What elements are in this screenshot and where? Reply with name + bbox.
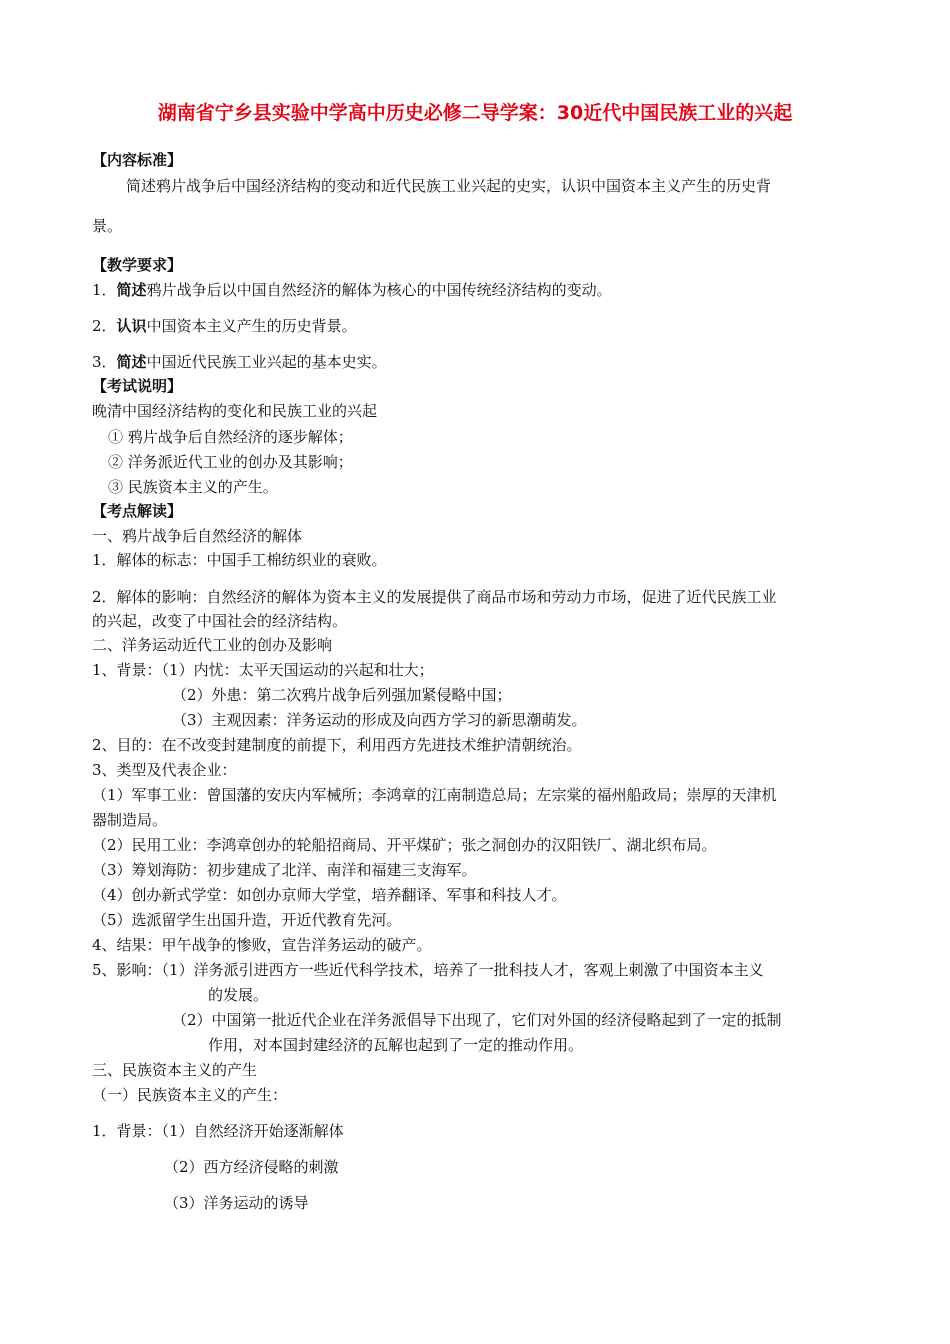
section-2-line: 3、类型及代表企业： <box>92 761 237 779</box>
section-3-line: （2）西方经济侵略的刺激 <box>164 1158 339 1176</box>
section-1-line: 的兴起，改变了中国社会的经济结构。 <box>92 612 348 630</box>
content-standard-text: 简述鸦片战争后中国经济结构的变动和近代民族工业兴起的史实，认识中国资本主义产生的历史背 <box>126 177 772 195</box>
section-2-line: （1）军事工业：曾国藩的安庆内军械所；李鸿章的江南制造总局；左宗棠的福州船政局；崇厚的天津机 <box>92 786 777 804</box>
teaching-req-item: 2．认识中国资本主义产生的历史背景。 <box>92 317 357 335</box>
section-2-line: 器制造局。 <box>92 811 168 829</box>
section-2-line: （2）民用工业：李鸿章创办的轮船招商局、开平煤矿；张之洞创办的汉阳铁厂、湖北织布局。 <box>92 836 717 854</box>
points-heading: 【考点解读】 <box>92 502 183 520</box>
page-title: 湖南省宁乡县实验中学高中历史必修二导学案：30近代中国民族工业的兴起 <box>157 102 793 124</box>
section-2-line: （2）中国第一批近代企业在洋务派倡导下出现了，它们对外国的经济侵略起到了一定的抵制 <box>172 1011 782 1029</box>
section-2-line: （5）选派留学生出国升造，开近代教育先河。 <box>92 911 402 929</box>
exam-desc-heading: 【考试说明】 <box>92 377 183 395</box>
teaching-req-item: 1．简述鸦片战争后以中国自然经济的解体为核心的中国传统经济结构的变动。 <box>92 281 612 299</box>
content-standard-heading: 【内容标准】 <box>92 151 183 169</box>
section-2-line: （3）筹划海防：初步建成了北洋、南洋和福建三支海军。 <box>92 861 477 879</box>
section-2-line: 作用，对本国封建经济的瓦解也起到了一定的推动作用。 <box>208 1036 584 1054</box>
section-3-line: （3）洋务运动的诱导 <box>164 1194 309 1212</box>
section-1-line: 2．解体的影响：自然经济的解体为资本主义的发展提供了商品市场和劳动力市场，促进了近代民族工业 <box>92 588 777 606</box>
section-1-line: 1．解体的标志：中国手工棉纺织业的衰败。 <box>92 551 387 569</box>
teaching-req-heading: 【教学要求】 <box>92 256 183 274</box>
exam-desc-intro: 晚清中国经济结构的变化和民族工业的兴起 <box>92 402 378 420</box>
section-2-title: 二、洋务运动近代工业的创办及影响 <box>92 636 333 654</box>
teaching-req-item: 3．简述中国近代民族工业兴起的基本史实。 <box>92 353 387 371</box>
section-2-line: （2）外患：第二次鸦片战争后列强加紧侵略中国； <box>172 686 512 704</box>
exam-desc-item: ③ 民族资本主义的产生。 <box>108 478 278 496</box>
exam-desc-item: ① 鸦片战争后自然经济的逐步解体； <box>108 428 353 446</box>
section-2-line: 4、结果：甲午战争的惨败，宣告洋务运动的破产。 <box>92 936 432 954</box>
section-2-line: （3）主观因素：洋务运动的形成及向西方学习的新思潮萌发。 <box>172 711 587 729</box>
section-3-title: 三、民族资本主义的产生 <box>92 1061 258 1079</box>
section-2-line: 5、影响：（1）洋务派引进西方一些近代科学技术，培养了一批科技人才，客观上刺激了中国资本主义 <box>92 961 764 979</box>
section-3-line: 1．背景：（1）自然经济开始逐渐解体 <box>92 1122 344 1140</box>
section-2-line: 2、目的：在不改变封建制度的前提下，利用西方先进技术维护清朝统治。 <box>92 736 582 754</box>
section-2-line: （4）创办新式学堂：如创办京师大学堂，培养翻译、军事和科技人才。 <box>92 886 567 904</box>
section-3-subtitle: （一）民族资本主义的产生： <box>92 1086 288 1104</box>
section-2-line: 1、背景：（1）内忧：太平天国运动的兴起和壮大； <box>92 661 434 679</box>
content-standard-text-cont: 景。 <box>92 217 123 235</box>
section-2-line: 的发展。 <box>208 986 269 1004</box>
section-1-title: 一、鸦片战争后自然经济的解体 <box>92 527 303 545</box>
exam-desc-item: ② 洋务派近代工业的创办及其影响； <box>108 453 353 471</box>
